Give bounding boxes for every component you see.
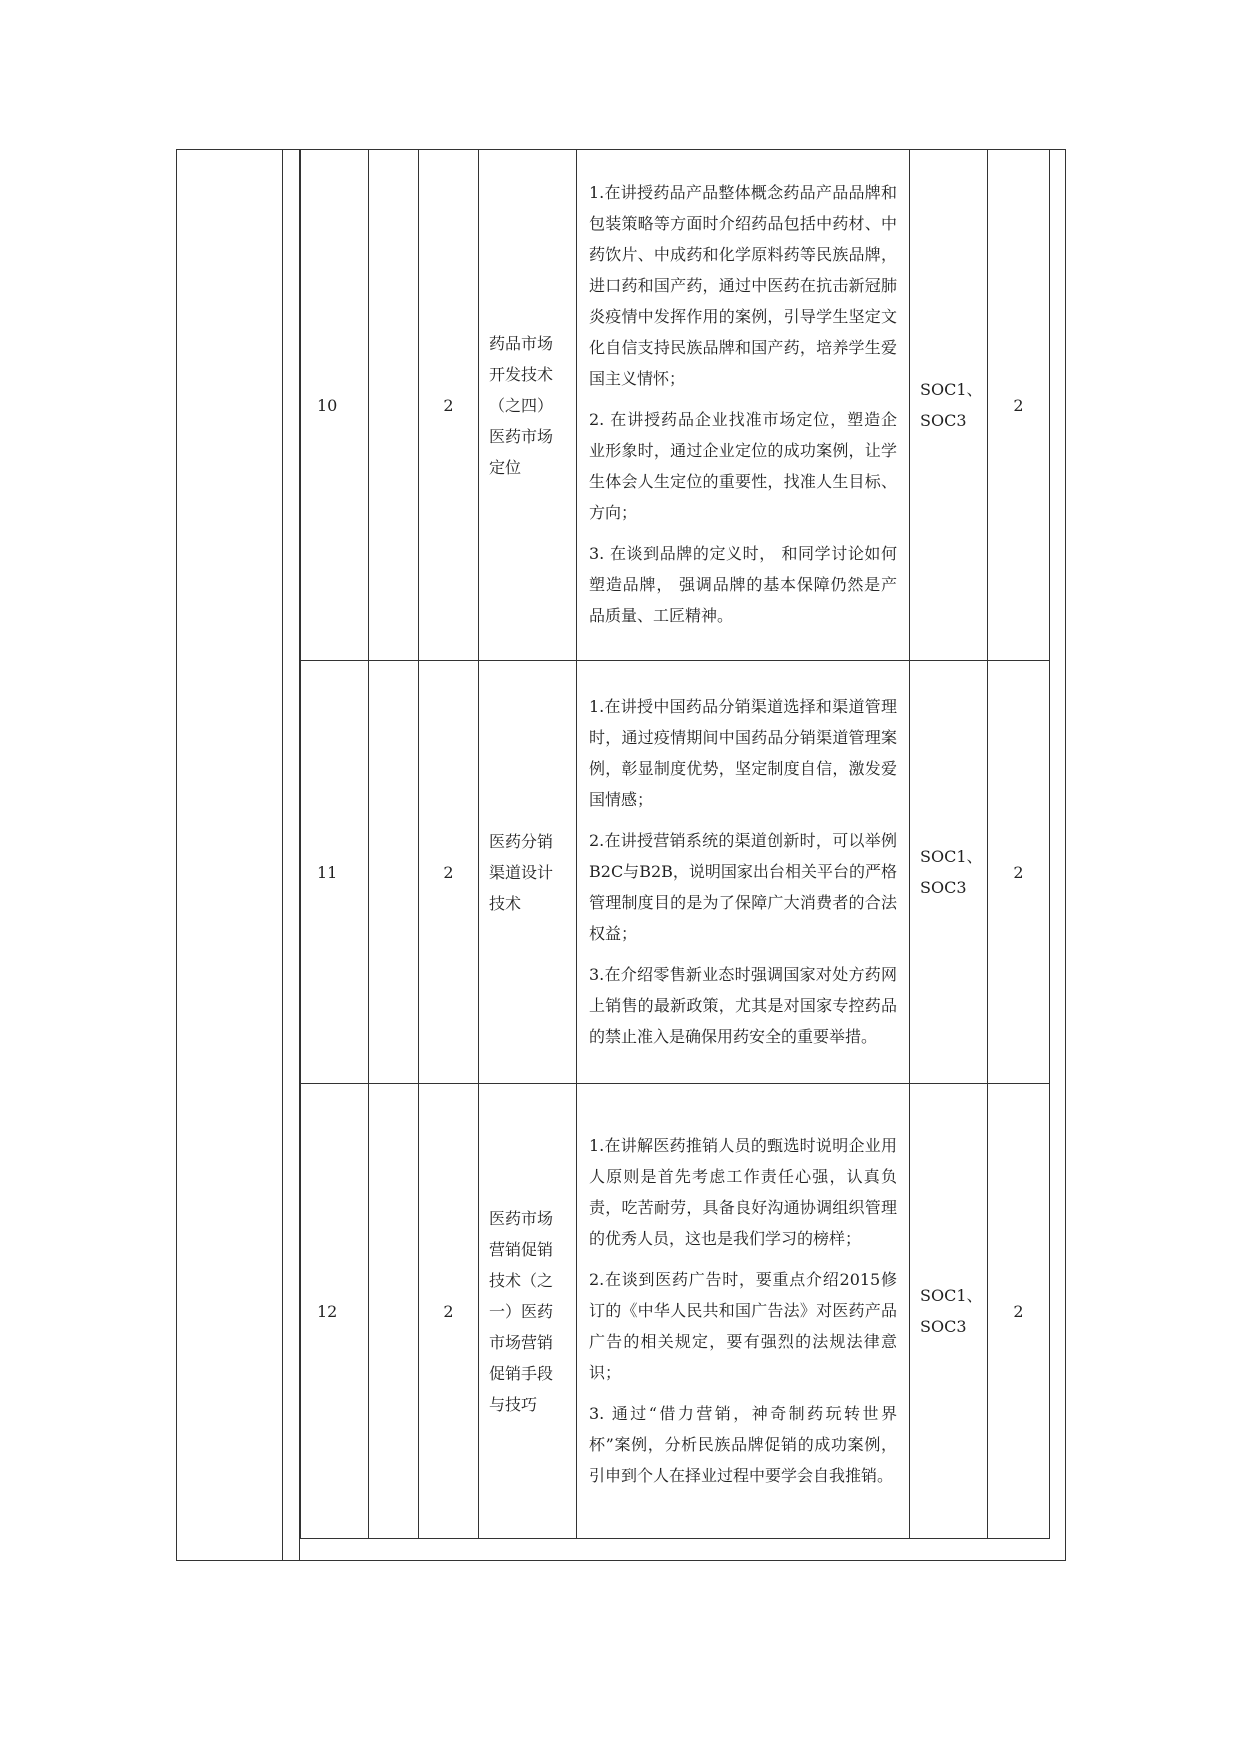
content-paragraph: 2.在讲授营销系统的渠道创新时，可以举例B2C与B2B，说明国家出台相关平台的严格管理制度目的是为了保障广大消费者的合法权益； xyxy=(589,830,897,943)
lesson-score: 2 xyxy=(988,150,1050,661)
lesson-hours: 2 xyxy=(419,661,479,1084)
table-row xyxy=(301,1084,1050,1539)
soc-codes: SOC1、SOC3 xyxy=(910,661,988,1084)
lesson-hours: 2 xyxy=(419,1084,479,1539)
soc-codes: SOC1、SOC3 xyxy=(910,150,988,661)
lesson-number: 10 xyxy=(301,150,369,661)
table-row xyxy=(301,661,1050,1084)
lesson-topic: 医药市场营销促销技术（之一）医药市场营销促销手段与技巧 xyxy=(479,1084,577,1539)
soc-codes: SOC1、SOC3 xyxy=(910,1084,988,1539)
lesson-score: 2 xyxy=(988,1084,1050,1539)
empty-cell xyxy=(369,661,419,1084)
lesson-topic: 医药分销渠道设计技术 xyxy=(479,661,577,1084)
lesson-content xyxy=(577,150,910,661)
course-schedule-table xyxy=(300,149,1050,1539)
content-paragraph: 1.在讲授药品产品整体概念药品产品品牌和包装策略等方面时介绍药品包括中药材、中药饮片、中成药和化学原料药等民族品牌，进口药和国产药，通过中医药在抗击新冠肺炎疫情中发挥作用的案例，引导学生坚定文化自信支持民族品牌和国产药，培养学生爱国主义情怀； xyxy=(589,183,897,388)
lesson-topic: 药品市场开发技术（之四）医药市场定位 xyxy=(479,150,577,661)
lesson-score: 2 xyxy=(988,661,1050,1084)
lesson-number: 12 xyxy=(301,1084,369,1539)
lesson-content xyxy=(577,661,910,1084)
content-paragraph: 1.在讲授中国药品分销渠道选择和渠道管理时，通过疫情期间中国药品分销渠道管理案例，彰显制度优势，坚定制度自信，激发爱国情感； xyxy=(589,696,897,809)
lesson-hours: 2 xyxy=(419,150,479,661)
content-paragraph: 3. 在谈到品牌的定义时， 和同学讨论如何塑造品牌， 强调品牌的基本保障仍然是产品质量、工匠精神。 xyxy=(589,544,897,625)
lesson-number: 11 xyxy=(301,661,369,1084)
empty-cell xyxy=(369,1084,419,1539)
empty-cell xyxy=(369,150,419,661)
table-row xyxy=(301,150,1050,661)
content-paragraph: 3. 通过“借力营销，神奇制药玩转世界杯”案例，分析民族品牌促销的成功案例，引申到个人在择业过程中要学会自我推销。 xyxy=(589,1403,897,1485)
content-paragraph: 2.在谈到医药广告时，要重点介绍2015修订的《中华人民共和国广告法》对医药产品广告的相关规定，要有强烈的法规法律意识； xyxy=(589,1269,897,1382)
content-paragraph: 3.在介绍零售新业态时强调国家对处方药网上销售的最新政策，尤其是对国家专控药品的禁止准入是确保用药安全的重要举措。 xyxy=(589,964,897,1046)
content-paragraph: 1.在讲解医药推销人员的甄选时说明企业用人原则是首先考虑工作责任心强，认真负责，吃苦耐劳，具备良好沟通协调组织管理的优秀人员，这也是我们学习的榜样； xyxy=(589,1135,897,1248)
column-divider xyxy=(282,149,283,1561)
content-paragraph: 2. 在讲授药品企业找准市场定位，塑造企业形象时，通过企业定位的成功案例，让学生体会人生定位的重要性，找准人生目标、方向； xyxy=(589,410,897,522)
lesson-content xyxy=(577,1084,910,1539)
